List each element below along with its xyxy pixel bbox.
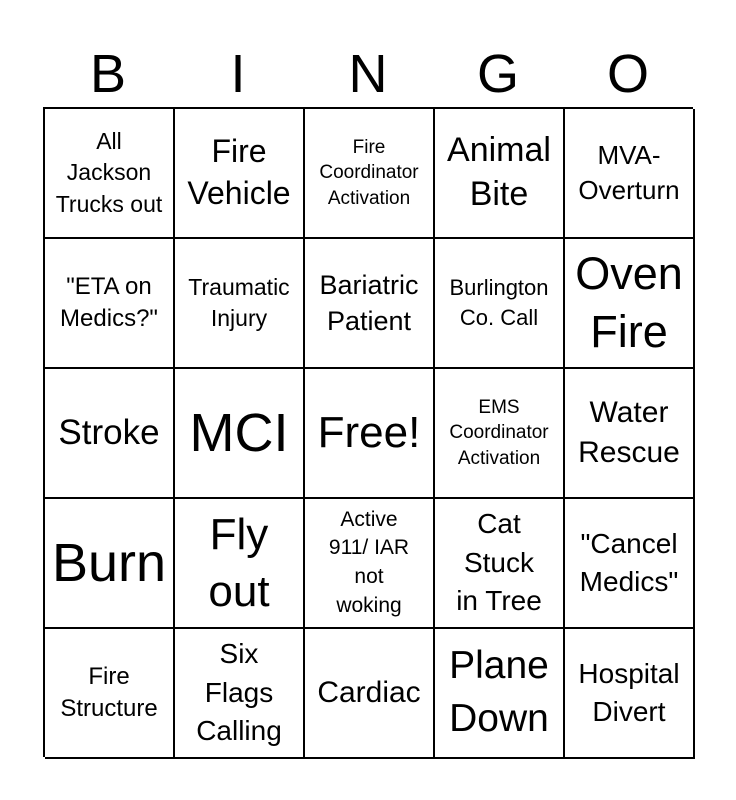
- bingo-cell[interactable]: [565, 629, 695, 759]
- cell-label: Six Flags Calling: [196, 638, 282, 747]
- bingo-cell[interactable]: [435, 239, 565, 369]
- cell-label: Active 911/ IAR not woking: [328, 507, 410, 617]
- cell-label: Burn: [51, 533, 167, 593]
- cell-label: Traumatic Injury: [188, 274, 290, 331]
- bingo-cell[interactable]: [175, 629, 305, 759]
- bingo-cell[interactable]: [175, 109, 305, 239]
- bingo-cell[interactable]: [45, 629, 175, 759]
- bingo-cell[interactable]: [565, 499, 695, 629]
- cell-label: Hospital Divert: [578, 658, 680, 727]
- header-letter-i: I: [230, 44, 246, 104]
- cell-label: MCI: [189, 403, 289, 463]
- header-letter-b: B: [89, 44, 127, 104]
- cell-label: "ETA on Medics?": [60, 272, 158, 332]
- cell-label: Fire Structure: [60, 662, 158, 722]
- cell-label: Cardiac: [317, 675, 421, 709]
- cell-label: Water Rescue: [578, 396, 680, 469]
- bingo-cell[interactable]: [175, 499, 305, 629]
- bingo-cell[interactable]: [305, 499, 435, 629]
- header-letter-o: O: [606, 44, 649, 104]
- cell-label: Fire Coordinator Activation: [319, 137, 419, 209]
- bingo-cell[interactable]: [435, 499, 565, 629]
- cell-label: Oven Fire: [575, 248, 683, 357]
- cell-label: Stroke: [58, 412, 160, 452]
- bingo-header: [43, 42, 693, 106]
- cell-label: EMS Coordinator Activation: [449, 397, 549, 469]
- header-letter-g: G: [476, 44, 519, 104]
- bingo-cell[interactable]: [565, 109, 695, 239]
- bingo-board: [43, 107, 693, 757]
- cell-label: Plane Down: [449, 644, 549, 740]
- cell-label: All Jackson Trucks out: [55, 128, 163, 217]
- bingo-cell[interactable]: [175, 239, 305, 369]
- bingo-cell[interactable]: [45, 109, 175, 239]
- bingo-cell[interactable]: [565, 239, 695, 369]
- bingo-cell[interactable]: [565, 369, 695, 499]
- bingo-cell[interactable]: [435, 369, 565, 499]
- cell-label: Free!: [317, 408, 421, 458]
- bingo-cell[interactable]: [305, 369, 435, 499]
- cell-label: Burlington Co. Call: [449, 275, 549, 330]
- cell-label: Fly out: [208, 509, 270, 616]
- bingo-cell[interactable]: [45, 499, 175, 629]
- cell-label: "Cancel Medics": [579, 528, 679, 597]
- bingo-cell[interactable]: [45, 369, 175, 499]
- bingo-cell[interactable]: [305, 109, 435, 239]
- cell-label: Fire Vehicle: [187, 133, 291, 211]
- bingo-cell[interactable]: [45, 239, 175, 369]
- cell-label: Bariatric Patient: [319, 269, 419, 336]
- bingo-cell[interactable]: [305, 629, 435, 759]
- cell-label: Cat Stuck in Tree: [456, 508, 542, 617]
- bingo-cell[interactable]: [435, 629, 565, 759]
- bingo-cell[interactable]: [305, 239, 435, 369]
- bingo-cell[interactable]: [435, 109, 565, 239]
- bingo-cell[interactable]: [175, 369, 305, 499]
- header-letter-n: N: [348, 44, 388, 104]
- cell-label: Animal Bite: [447, 131, 551, 213]
- cell-label: MVA- Overturn: [578, 139, 680, 205]
